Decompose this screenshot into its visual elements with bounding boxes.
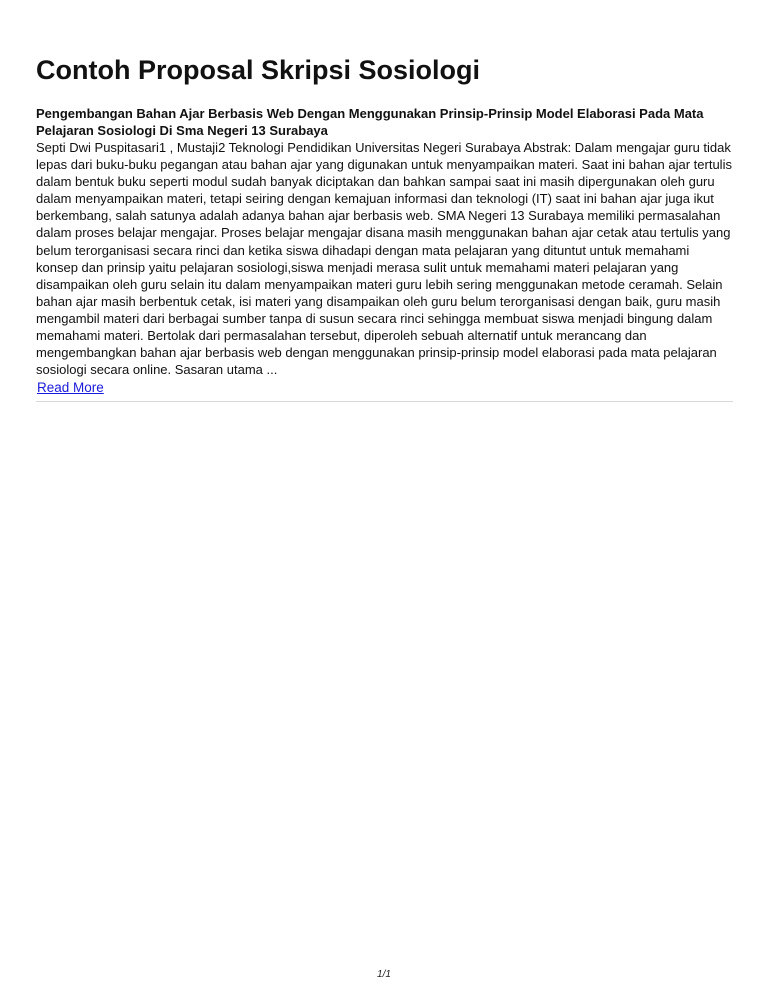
read-more-link[interactable]: Read More bbox=[37, 380, 104, 396]
article-title: Pengembangan Bahan Ajar Berbasis Web Dengan Menggunakan Prinsip-Prinsip Model Elaborasi Pada Mata Pelajaran Sosiologi Di Sma Negeri 13 Surabaya bbox=[36, 106, 704, 138]
page-title: Contoh Proposal Skripsi Sosiologi bbox=[36, 55, 481, 85]
article-entry bbox=[36, 105, 733, 402]
page-content bbox=[36, 52, 733, 402]
page-number: 1/1 bbox=[377, 969, 391, 980]
article-abstract: Septi Dwi Puspitasari1 , Mustaji2 Teknologi Pendidikan Universitas Negeri Surabaya Abstrak: Dalam mengajar guru tidak lepas dari buku-buku pegangan atau bahan ajar yang digunakan untuk menyampaikan materi. Saat ini bahan ajar tertulis dalam bentuk buku seperti modul sudah banyak diciptakan dan bahkan sampai saat ini masih dipergunakan oleh guru dalam menyampaikan materi, tetapi seiring dengan kemajuan informasi dan teknologi (IT) saat ini bahan ajar juga ikut berkembang, salah satunya adalah adanya bahan ajar berbasis web. SMA Negeri 13 Surabaya memiliki permasalahan dalam proses belajar mengajar. Proses belajar mengajar disana masih menggunakan bahan ajar cetak atau tertulis yang belum terorganisasi secara rinci dan ketika siswa dihadapi dengan mata pelajaran yang dituntut untuk memahami konsep dan prinsip yaitu pelajaran sosiologi,siswa menjadi merasa sulit untuk memahami materi pelajaran yang disampaikan oleh guru selain itu dalam menyampaikan materi guru lebih sering menggunakan metode ceramah. Selain bahan ajar masih berbentuk cetak, isi materi yang disampaikan oleh guru belum terorganisasi dengan baik, guru masih mengambil materi dari berbagai sumber tanpa di susun secara rinci sehingga membuat siswa menjadi bingung dalam memahami materi. Bertolak dari permasalahan tersebut, diperoleh sebuah alternatif untuk merancang dan mengembangkan bahan ajar berbasis web dengan menggunakan prinsip-prinsip model elaborasi pada mata pelajaran sosiologi secara online. Sasaran utama ... bbox=[36, 140, 732, 378]
